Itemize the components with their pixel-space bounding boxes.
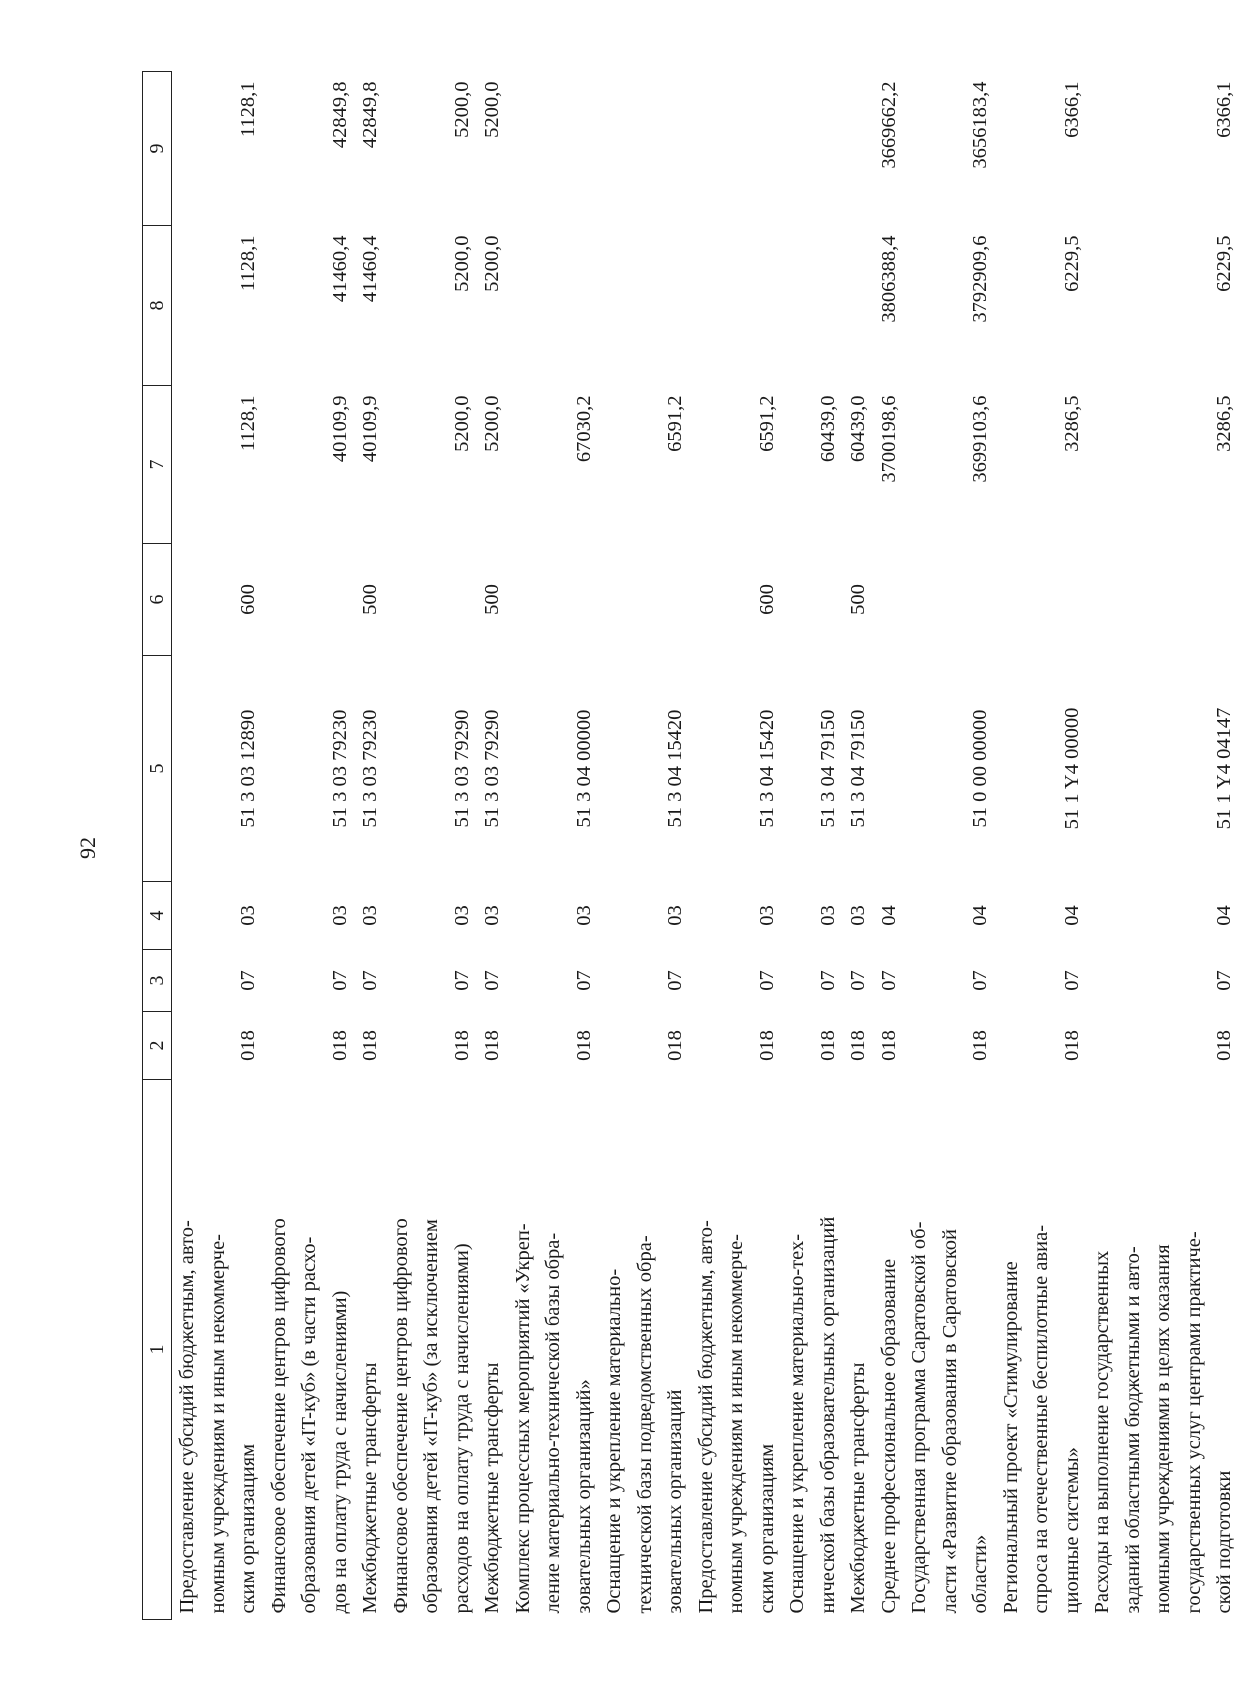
amount-year-2-value (752, 236, 783, 380)
column-header: 1 (143, 1080, 172, 1620)
ministry-code-value: 018 (572, 1030, 595, 1061)
description-line: ским организациям (237, 1443, 259, 1614)
description-line: нической базы образовательных организаций (816, 1216, 839, 1614)
target-article-code-value: 51 3 04 15420 (664, 709, 686, 828)
ministry-code-cell (904, 1012, 996, 1080)
subsection-code-value: 04 (969, 905, 991, 926)
ministry-code-value: 018 (237, 1030, 259, 1061)
amount-year-1-cell (355, 386, 386, 544)
description-line: Межбюджетные трансферты (359, 1362, 381, 1614)
table-row (355, 72, 386, 1620)
amount-year-3-cell (264, 72, 356, 226)
amount-year-2-value (569, 236, 600, 380)
description-line: Среднее профессиональное образование (877, 1258, 900, 1614)
amount-year-3-value: 6366,1 (1213, 81, 1235, 138)
description-line: спроса на отечественные беспилотные авиа- (1030, 1224, 1052, 1614)
subsection-code-cell (599, 882, 691, 950)
amount-year-1-cell (264, 386, 356, 544)
description-line: Оснащение и укрепление материально- (603, 1268, 625, 1614)
table-row (782, 72, 904, 1620)
expense-type-code-cell (355, 544, 386, 656)
rotated-table-container (142, 71, 1240, 1620)
subsection-code-cell (691, 882, 783, 950)
section-code-value: 07 (359, 970, 381, 991)
amount-year-1-value: 5200,0 (481, 395, 503, 452)
amount-year-1-value: 3286,5 (1060, 395, 1083, 452)
table-header-row (143, 72, 172, 1620)
description-line: Государственная программа Саратовской об- (908, 1221, 930, 1614)
amount-year-3-cell (904, 72, 996, 226)
description-line: Предоставление субсидий бюджетным, авто- (176, 1220, 198, 1614)
description-line: зовательных организаций» (572, 1379, 595, 1614)
description-line: Предоставление субсидий бюджетным, авто- (694, 1220, 717, 1614)
section-code-cell (996, 950, 1088, 1012)
column-header: 9 (143, 72, 172, 226)
subsection-code-cell (477, 882, 508, 950)
subsection-code-value: 03 (359, 905, 381, 926)
section-code-value: 07 (969, 970, 991, 991)
target-article-code-cell (355, 656, 386, 882)
section-code-value: 07 (481, 970, 503, 991)
expense-type-code-value (569, 550, 600, 650)
amount-year-2-cell (386, 226, 478, 386)
target-article-code-cell (386, 656, 478, 882)
row-description (996, 1080, 1088, 1620)
expense-type-code-value: 500 (359, 584, 381, 615)
row-description (355, 1080, 386, 1620)
ministry-code-value: 018 (847, 1030, 869, 1061)
ministry-code-value: 018 (877, 1030, 900, 1061)
expense-type-code-cell (782, 544, 904, 656)
amount-year-3-value: 5200,0 (481, 81, 503, 138)
expense-type-code-value: 600 (755, 584, 778, 615)
row-description (904, 1080, 996, 1620)
table-row (996, 72, 1088, 1620)
row-description (477, 1080, 508, 1620)
target-article-code-cell (599, 656, 691, 882)
column-header: 7 (143, 386, 172, 544)
subsection-code-value: 03 (328, 905, 351, 926)
description-line: ским организациям (755, 1443, 778, 1614)
description-line: зовательных организаций (664, 1389, 686, 1614)
amount-year-1-value: 40109,9 (328, 395, 351, 463)
expense-type-code-cell (264, 544, 356, 656)
table-row (691, 72, 783, 1620)
amount-year-3-value: 42849,8 (359, 81, 381, 149)
subsection-code-cell (386, 882, 478, 950)
subsection-code-cell (782, 882, 904, 950)
ministry-code-value: 018 (664, 1030, 686, 1061)
ministry-code-cell (691, 1012, 783, 1080)
amount-year-3-value: 1128,1 (237, 81, 259, 138)
amount-year-2-value: 1128,1 (237, 235, 259, 292)
subsection-code-cell (1087, 882, 1240, 950)
section-code-value: 07 (450, 970, 473, 991)
expense-type-code-value (325, 550, 356, 650)
amount-year-2-cell (264, 226, 356, 386)
budget-table (142, 71, 1240, 1620)
amount-year-1-value: 60439,0 (847, 395, 869, 463)
description-line: Межбюджетные трансферты (481, 1362, 503, 1614)
subsection-code-value: 03 (847, 905, 869, 926)
section-code-cell (386, 950, 478, 1012)
ministry-code-value: 018 (481, 1030, 503, 1061)
amount-year-2-value: 6229,5 (1060, 235, 1083, 292)
description-line: Финансовое обеспечение центров цифрового (389, 1218, 412, 1614)
target-article-code-cell (264, 656, 356, 882)
section-code-cell (782, 950, 904, 1012)
description-line: государственных услуг центрами практиче- (1182, 1231, 1205, 1614)
target-article-code-value: 51 1 Y4 04147 (1213, 707, 1235, 830)
amount-year-1-value: 5200,0 (450, 395, 473, 452)
section-code-cell (599, 950, 691, 1012)
target-article-code-value: 51 3 03 79230 (359, 709, 381, 828)
subsection-code-value: 03 (572, 905, 595, 926)
subsection-code-cell (904, 882, 996, 950)
section-code-value: 07 (877, 970, 900, 991)
amount-year-3-value (752, 82, 783, 220)
ministry-code-value: 018 (1060, 1030, 1083, 1061)
target-article-code-cell (508, 656, 600, 882)
subsection-code-value: 03 (755, 905, 778, 926)
amount-year-1-value: 67030,2 (572, 395, 595, 463)
amount-year-2-value: 41460,4 (328, 235, 351, 303)
page-number: 92 (75, 837, 100, 859)
description-line: дов на оплату труда с начислениями) (328, 1290, 351, 1614)
section-code-value: 07 (664, 970, 686, 991)
amount-year-1-cell (904, 386, 996, 544)
section-code-value: 07 (572, 970, 595, 991)
description-line: Региональный проект «Стимулирование (999, 1261, 1022, 1614)
section-code-value: 07 (328, 970, 351, 991)
expense-type-code-value (874, 550, 905, 650)
subsection-code-cell (996, 882, 1088, 950)
description-line: области» (969, 1534, 991, 1614)
ministry-code-value: 018 (450, 1030, 473, 1061)
amount-year-3-cell (691, 72, 783, 226)
section-code-value: 07 (1060, 970, 1083, 991)
row-description (782, 1080, 904, 1620)
expense-type-code-cell (386, 544, 478, 656)
ministry-code-cell (996, 1012, 1088, 1080)
amount-year-1-cell (172, 386, 264, 544)
description-line: технической базы подведомственных обра- (633, 1235, 656, 1614)
amount-year-2-value: 6229,5 (1213, 235, 1235, 292)
subsection-code-value: 03 (816, 905, 839, 926)
amount-year-3-value: 5200,0 (450, 81, 473, 138)
description-line: заданий областными бюджетными и авто- (1121, 1246, 1144, 1614)
expense-type-code-value (660, 550, 691, 650)
subsection-code-cell (355, 882, 386, 950)
description-line: ление материально-технической базы обра- (542, 1232, 564, 1614)
expense-type-code-value (813, 550, 844, 650)
amount-year-1-value: 6591,2 (664, 395, 686, 452)
amount-year-2-value (660, 236, 691, 380)
subsection-code-value: 04 (877, 905, 900, 926)
ministry-code-cell (355, 1012, 386, 1080)
ministry-code-value: 018 (328, 1030, 351, 1061)
target-article-code-cell (996, 656, 1088, 882)
description-line: ционные системы» (1060, 1447, 1083, 1614)
expense-type-code-value: 600 (237, 584, 259, 615)
target-article-code-cell (782, 656, 904, 882)
amount-year-2-cell (782, 226, 904, 386)
expense-type-code-cell (477, 544, 508, 656)
description-line: образования детей «IT-куб» (в части расхо- (298, 1236, 320, 1614)
ministry-code-cell (1087, 1012, 1240, 1080)
ministry-code-cell (782, 1012, 904, 1080)
amount-year-1-cell (691, 386, 783, 544)
section-code-cell (904, 950, 996, 1012)
row-description (599, 1080, 691, 1620)
column-header: 2 (143, 1012, 172, 1080)
amount-year-3-value: 3656183,4 (969, 81, 991, 169)
amount-year-3-value (843, 82, 874, 220)
ministry-code-value: 018 (1213, 1030, 1235, 1061)
expense-type-code-cell (172, 544, 264, 656)
description-line: Финансовое обеспечение центров цифрового (267, 1218, 290, 1614)
expense-type-code-value (965, 550, 996, 650)
description-line: ласти «Развитие образования в Саратовской (938, 1228, 961, 1614)
amount-year-3-cell (386, 72, 478, 226)
section-code-cell (508, 950, 600, 1012)
amount-year-1-cell (599, 386, 691, 544)
amount-year-2-cell (599, 226, 691, 386)
amount-year-2-value: 5200,0 (481, 235, 503, 292)
description-line: Расходы на выполнение государственных (1091, 1250, 1113, 1614)
description-line: Межбюджетные трансферты (847, 1362, 869, 1614)
section-code-cell (172, 950, 264, 1012)
amount-year-2-value: 3792909,6 (969, 235, 991, 323)
section-code-value: 07 (816, 970, 839, 991)
amount-year-2-value: 5200,0 (450, 235, 473, 292)
amount-year-3-cell (1087, 72, 1240, 226)
subsection-code-value: 04 (1060, 905, 1083, 926)
target-article-code-cell (172, 656, 264, 882)
column-header: 8 (143, 226, 172, 386)
column-header: 3 (143, 950, 172, 1012)
amount-year-3-cell (355, 72, 386, 226)
amount-year-3-cell (172, 72, 264, 226)
column-header: 4 (143, 882, 172, 950)
table-row (599, 72, 691, 1620)
expense-type-code-cell (996, 544, 1088, 656)
target-article-code-value: 51 3 03 79290 (450, 709, 473, 828)
target-article-code-cell (904, 656, 996, 882)
column-header: 6 (143, 544, 172, 656)
amount-year-1-value: 3699103,6 (969, 395, 991, 483)
amount-year-1-value: 40109,9 (359, 395, 381, 463)
target-article-code-value: 51 3 04 79150 (816, 709, 839, 828)
table-row (386, 72, 478, 1620)
amount-year-2-cell (477, 226, 508, 386)
ministry-code-value: 018 (969, 1030, 991, 1061)
row-description (691, 1080, 783, 1620)
amount-year-3-value (569, 82, 600, 220)
amount-year-1-cell (508, 386, 600, 544)
section-code-value: 07 (847, 970, 869, 991)
amount-year-1-value: 6591,2 (755, 395, 778, 452)
expense-type-code-value: 500 (481, 584, 503, 615)
section-code-value: 07 (237, 970, 259, 991)
description-line: ской подготовки (1213, 1470, 1235, 1614)
target-article-code-cell (1087, 656, 1240, 882)
description-line: номными учреждениями в целях оказания (1152, 1244, 1174, 1614)
amount-year-2-value (813, 236, 844, 380)
target-article-code-value: 51 3 03 79290 (481, 709, 503, 828)
subsection-code-value: 03 (450, 905, 473, 926)
expense-type-code-cell (599, 544, 691, 656)
column-header: 5 (143, 656, 172, 882)
section-code-value: 07 (755, 970, 778, 991)
subsection-code-cell (508, 882, 600, 950)
amount-year-1-cell (1087, 386, 1240, 544)
amount-year-3-value: 3669662,2 (877, 81, 900, 169)
amount-year-3-cell (508, 72, 600, 226)
ministry-code-value: 018 (816, 1030, 839, 1061)
section-code-value: 07 (1213, 970, 1235, 991)
amount-year-3-value: 6366,1 (1060, 81, 1083, 138)
expense-type-code-cell (508, 544, 600, 656)
amount-year-1-value: 3286,5 (1213, 395, 1235, 452)
row-description (264, 1080, 356, 1620)
amount-year-3-value: 42849,8 (328, 81, 351, 149)
amount-year-3-value (813, 82, 844, 220)
amount-year-2-cell (691, 226, 783, 386)
expense-type-code-cell (904, 544, 996, 656)
amount-year-1-cell (782, 386, 904, 544)
amount-year-3-cell (477, 72, 508, 226)
row-description (386, 1080, 478, 1620)
amount-year-1-cell (996, 386, 1088, 544)
subsection-code-value: 03 (237, 905, 259, 926)
target-article-code-cell (691, 656, 783, 882)
target-article-code-value (874, 662, 905, 876)
amount-year-2-value (843, 236, 874, 380)
subsection-code-value: 03 (664, 905, 686, 926)
description-line: расходов на оплату труда с начислениями) (450, 1243, 473, 1614)
expense-type-code-value (447, 550, 478, 650)
row-description (508, 1080, 600, 1620)
section-code-cell (477, 950, 508, 1012)
ministry-code-cell (264, 1012, 356, 1080)
subsection-code-cell (172, 882, 264, 950)
table-row (904, 72, 996, 1620)
ministry-code-value: 018 (755, 1030, 778, 1061)
amount-year-2-cell (904, 226, 996, 386)
amount-year-2-cell (172, 226, 264, 386)
amount-year-2-value: 3806388,4 (877, 235, 900, 323)
target-article-code-value: 51 0 00 00000 (969, 709, 991, 828)
target-article-code-value: 51 3 04 15420 (755, 709, 778, 828)
target-article-code-value: 51 3 03 12890 (237, 709, 259, 828)
table-row (172, 72, 264, 1620)
expense-type-code-value (1209, 550, 1240, 650)
section-code-cell (355, 950, 386, 1012)
expense-type-code-cell (1087, 544, 1240, 656)
description-line: Комплекс процессных мероприятий «Укреп- (511, 1223, 534, 1614)
expense-type-code-value (1057, 550, 1088, 650)
target-article-code-cell (477, 656, 508, 882)
section-code-cell (691, 950, 783, 1012)
description-line: Оснащение и укрепление материально-тех- (786, 1233, 808, 1614)
target-article-code-value: 51 3 03 79230 (328, 709, 351, 828)
description-line: образования детей «IT-куб» (за исключением (420, 1219, 442, 1614)
amount-year-1-cell (477, 386, 508, 544)
subsection-code-cell (264, 882, 356, 950)
amount-year-3-cell (782, 72, 904, 226)
table-row (508, 72, 600, 1620)
amount-year-2-cell (996, 226, 1088, 386)
subsection-code-value: 04 (1213, 905, 1235, 926)
section-code-cell (1087, 950, 1240, 1012)
amount-year-1-value: 1128,1 (237, 395, 259, 452)
amount-year-1-cell (386, 386, 478, 544)
target-article-code-value: 51 3 04 79150 (847, 709, 869, 828)
amount-year-2-cell (1087, 226, 1240, 386)
target-article-code-value: 51 1 Y4 00000 (1060, 707, 1083, 830)
ministry-code-cell (599, 1012, 691, 1080)
section-code-cell (264, 950, 356, 1012)
expense-type-code-cell (691, 544, 783, 656)
table-row (264, 72, 356, 1620)
amount-year-3-value (660, 82, 691, 220)
ministry-code-cell (508, 1012, 600, 1080)
target-article-code-value: 51 3 04 00000 (572, 709, 595, 828)
row-description (1087, 1080, 1240, 1620)
description-line: номным учреждениям и иным некоммерче- (725, 1234, 747, 1614)
row-description (172, 1080, 264, 1620)
table-row (1087, 72, 1240, 1620)
ministry-code-value: 018 (359, 1030, 381, 1061)
subsection-code-value: 03 (481, 905, 503, 926)
expense-type-code-value: 500 (847, 584, 869, 615)
amount-year-2-cell (508, 226, 600, 386)
ministry-code-cell (477, 1012, 508, 1080)
ministry-code-cell (172, 1012, 264, 1080)
ministry-code-cell (386, 1012, 478, 1080)
amount-year-2-value: 41460,4 (359, 235, 381, 303)
amount-year-1-value: 3700198,6 (877, 395, 900, 483)
amount-year-1-value: 60439,0 (816, 395, 839, 463)
amount-year-3-cell (599, 72, 691, 226)
description-line: номным учреждениям и иным некоммерче- (206, 1234, 229, 1614)
amount-year-2-cell (355, 226, 386, 386)
amount-year-3-cell (996, 72, 1088, 226)
table-row (477, 72, 508, 1620)
